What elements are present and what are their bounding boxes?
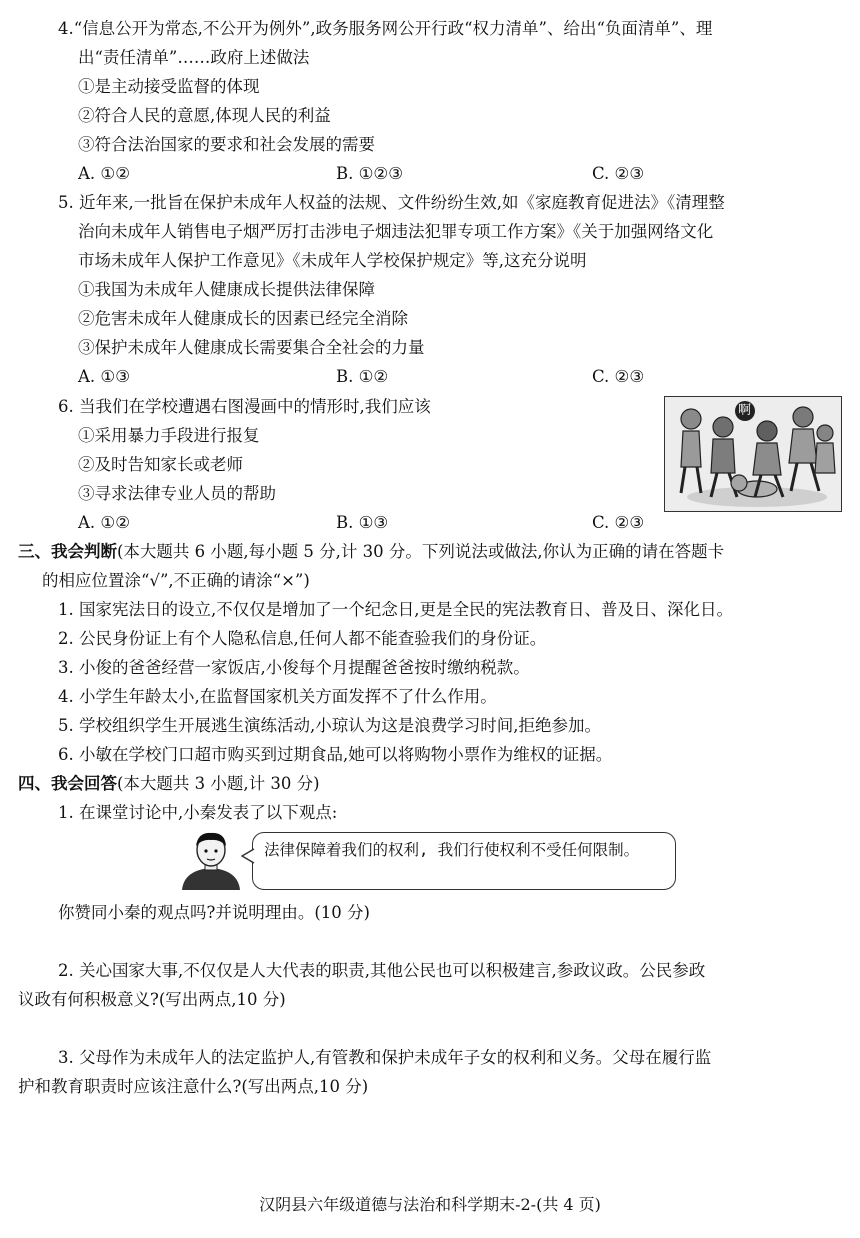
page-footer: 汉阴县六年级道德与法治和科学期末-2-(共 4 页) (259, 1195, 601, 1214)
judge-item-3: 3. 小俊的爸爸经营一家饭店,小俊每个月提醒爸爸按时缴纳税款。 (58, 658, 530, 677)
bullying-cartoon-image (664, 396, 842, 512)
section4-heading (18, 773, 320, 795)
q4-item-2: ②符合人民的意愿,体现人民的利益 (78, 106, 331, 125)
section4-desc: (本大题共 3 小题,计 30 分) (117, 774, 320, 793)
q5-stem-line3: 市场未成年人保护工作意见》《未成年人学校保护规定》等,这充分说明 (78, 251, 587, 270)
section3-title: 三、我会判断 (18, 542, 117, 561)
q4-option-c: C. ②③ (592, 164, 645, 183)
q5-item-2: ②危害未成年人健康成长的因素已经完全消除 (78, 309, 408, 328)
answer-q3-line2: 护和教育职责时应该注意什么?(写出两点,10 分) (18, 1077, 369, 1096)
q6-option-c: C. ②③ (592, 513, 645, 532)
q6-option-a: A. ①② (78, 513, 130, 532)
q6-item-3: ③寻求法律专业人员的帮助 (78, 484, 276, 503)
q5-option-a: A. ①③ (78, 367, 130, 386)
q6-item-2: ②及时告知家长或老师 (78, 455, 243, 474)
bullying-cartoon-drawing (665, 397, 841, 511)
q4-item-3: ③符合法治国家的要求和社会发展的需要 (78, 135, 375, 154)
judge-item-1: 1. 国家宪法日的设立,不仅仅是增加了一个纪念日,更是全民的宪法教育日、普及日、深化日。 (58, 600, 733, 619)
answer-q3-line1: 3. 父母作为未成年人的法定监护人,有管教和保护未成年子女的权利和义务。父母在履行监 (58, 1048, 712, 1067)
answer-q2-line2: 议政有何积极意义?(写出两点,10 分) (18, 990, 286, 1009)
section3-heading (18, 541, 724, 563)
q5-stem-line1: 5. 近年来,一批旨在保护未成年人权益的法规、文件纷纷生效,如《家庭教育促进法》《清理整 (58, 193, 725, 212)
q5-item-1: ①我国为未成年人健康成长提供法律保障 (78, 280, 375, 299)
judge-item-5: 5. 学校组织学生开展逃生演练活动,小琼认为这是浪费学习时间,拒绝参加。 (58, 716, 601, 735)
answer-q1-question: 你赞同小秦的观点吗?并说明理由。(10 分) (58, 903, 370, 922)
q6-item-1: ①采用暴力手段进行报复 (78, 426, 260, 445)
cartoon-speech-text: 啊 (738, 403, 752, 418)
q5-stem-line2: 治向未成年人销售电子烟严厉打击涉电子烟违法犯罪专项工作方案》《关于加强网络文化 (78, 222, 714, 241)
answer-q1-stem: 1. 在课堂讨论中,小秦发表了以下观点: (58, 803, 338, 822)
q6-stem: 6. 当我们在学校遭遇右图漫画中的情形时,我们应该 (58, 397, 431, 416)
section3-desc-line1: (本大题共 6 小题,每小题 5 分,计 30 分。下列说法或做法,你认为正确的请在答题卡 (117, 542, 725, 561)
speech-bubble-text: 法律保障着我们的权利, 我们行使权利不受任何限制。 (264, 841, 640, 859)
judge-item-2: 2. 公民身份证上有个人隐私信息,任何人都不能查验我们的身份证。 (58, 629, 547, 648)
q5-item-3: ③保护未成年人健康成长需要集合全社会的力量 (78, 338, 425, 357)
section3-desc-line2: 的相应位置涂“√”,不正确的请涂“×”) (42, 571, 310, 590)
q6-option-b: B. ①③ (336, 513, 389, 532)
q4-option-b: B. ①②③ (336, 164, 403, 183)
q4-item-1: ①是主动接受监督的体现 (78, 77, 260, 96)
q4-stem-line1: 4.“信息公开为常态,不公开为例外”,政务服务网公开行政“权力清单”、给出“负面清单”、理 (58, 19, 713, 38)
speech-bubble-tail (241, 848, 255, 864)
q5-option-b: B. ①② (336, 367, 389, 386)
judge-item-4: 4. 小学生年龄太小,在监督国家机关方面发挥不了什么作用。 (58, 687, 497, 706)
answer-q2-line1: 2. 关心国家大事,不仅仅是人大代表的职责,其他公民也可以积极建言,参政议政。公民参政 (58, 961, 706, 980)
judge-item-6: 6. 小敏在学校门口超市购买到过期食品,她可以将购物小票作为维权的证据。 (58, 745, 613, 764)
boy-avatar (178, 830, 244, 890)
q4-option-a: A. ①② (78, 164, 130, 183)
q4-stem-line2: 出“责任清单”……政府上述做法 (78, 48, 310, 67)
section4-title: 四、我会回答 (18, 774, 117, 793)
q5-option-c: C. ②③ (592, 367, 645, 386)
